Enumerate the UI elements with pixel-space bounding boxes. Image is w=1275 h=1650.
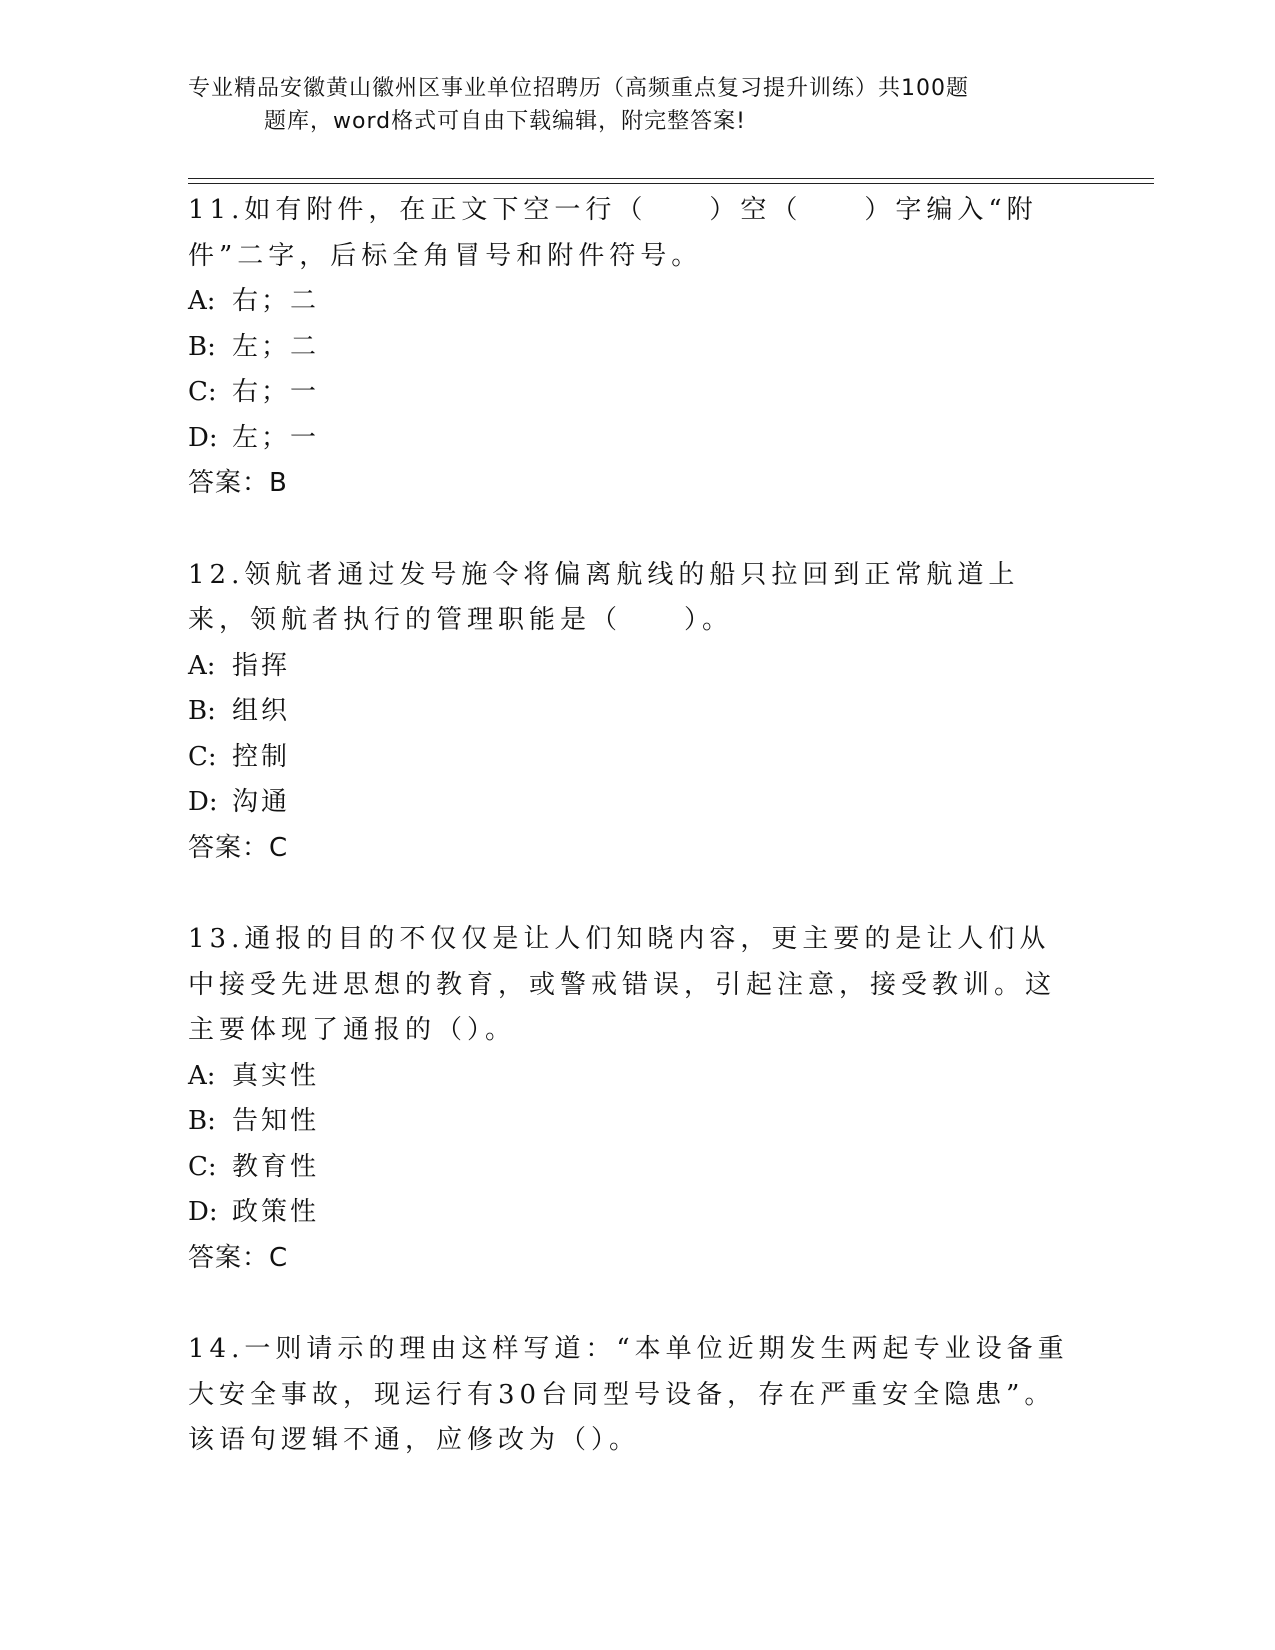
- option-text: 指挥: [232, 650, 291, 681]
- option-d: [188, 780, 1078, 826]
- option-letter: D:: [188, 1197, 218, 1227]
- question-13: [188, 917, 1078, 1281]
- option-letter: C:: [188, 1151, 217, 1182]
- option-a: [188, 1054, 1078, 1100]
- question-stem: 12.领航者通过发号施令将偏离航线的船只拉回到正常航道上来，领航者执行的管理职能是（ ）。: [188, 559, 1020, 635]
- question-stem: 11.如有附件，在正文下空一行（ ）空（ ）字编入“附件”二字，后标全角冒号和附件符号。: [188, 195, 1038, 271]
- option-letter: C:: [188, 377, 217, 407]
- option-letter: B:: [188, 331, 216, 362]
- option-c: [188, 735, 1078, 781]
- option-text: 政策性: [232, 1197, 320, 1227]
- option-d: [188, 416, 1078, 462]
- answer-line: 答案：C: [188, 832, 289, 863]
- header-divider-bottom: [188, 183, 1154, 184]
- question-14: [188, 1327, 1078, 1464]
- option-letter: D:: [188, 787, 218, 817]
- question-list: [188, 188, 1078, 1510]
- option-letter: A:: [188, 650, 216, 681]
- option-text: 右；二: [232, 286, 320, 316]
- option-text: 左；一: [232, 422, 320, 453]
- option-b: [188, 689, 1078, 735]
- answer-line: 答案：B: [188, 468, 288, 498]
- option-letter: B:: [188, 696, 216, 726]
- option-d: [188, 1190, 1078, 1236]
- question-stem: 13.通报的目的不仅仅是让人们知晓内容，更主要的是让人们从中接受先进思想的教育，或警戒错误，引起注意，接受教训。这主要体现了通报的（）。: [188, 924, 1057, 1045]
- option-letter: A:: [188, 1060, 216, 1091]
- option-a: [188, 644, 1078, 690]
- option-letter: A:: [188, 286, 216, 316]
- header-title-line1: 专业精品安徽黄山徽州区事业单位招聘历（高频重点复习提升训练）共100题: [188, 76, 969, 101]
- option-letter: C:: [188, 741, 217, 772]
- option-b: [188, 1099, 1078, 1145]
- header-title-line2: 题库，word格式可自由下载编辑，附完整答案!: [264, 109, 746, 134]
- option-text: 右；一: [232, 377, 320, 407]
- option-text: 控制: [232, 741, 291, 772]
- option-c: [188, 1145, 1078, 1191]
- option-letter: D:: [188, 422, 218, 453]
- question-12: [188, 553, 1078, 872]
- option-b: [188, 325, 1078, 371]
- option-text: 教育性: [232, 1151, 320, 1182]
- option-a: [188, 279, 1078, 325]
- document-header: [188, 72, 1068, 138]
- answer-line: 答案：C: [188, 1242, 289, 1273]
- header-divider-top: [188, 178, 1154, 179]
- option-letter: B:: [188, 1106, 216, 1136]
- option-text: 沟通: [232, 787, 291, 817]
- option-text: 告知性: [232, 1106, 320, 1136]
- option-text: 组织: [232, 696, 291, 726]
- question-stem: 14.一则请示的理由这样写道：“本单位近期发生两起专业设备重大安全事故，现运行有30台同型号设备，存在严重安全隐患”。该语句逻辑不通，应修改为（）。: [188, 1334, 1069, 1455]
- option-text: 左；二: [232, 331, 320, 362]
- option-text: 真实性: [232, 1060, 320, 1091]
- question-11: [188, 188, 1078, 507]
- option-c: [188, 370, 1078, 416]
